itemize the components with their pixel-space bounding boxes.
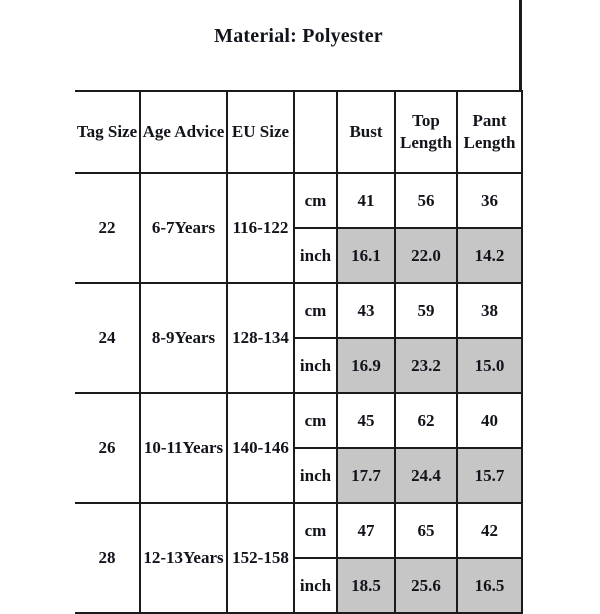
eu-size-cell: 116-122 (227, 173, 294, 283)
bust-cm-value: 43 (337, 283, 395, 338)
bust-inch-value: 16.1 (337, 228, 395, 283)
bust-inch-value: 16.9 (337, 338, 395, 393)
pant-length-cm-value: 36 (457, 173, 522, 228)
header-top-length: Top Length (395, 91, 457, 173)
top-length-cm-value: 65 (395, 503, 457, 558)
header-tag-size: Tag Size (75, 91, 140, 173)
unit-inch-label: inch (294, 228, 337, 283)
pant-length-inch-value: 15.0 (457, 338, 522, 393)
bust-cm-value: 41 (337, 173, 395, 228)
eu-size-cell: 128-134 (227, 283, 294, 393)
unit-cm-label: cm (294, 283, 337, 338)
header-eu-size: EU Size (227, 91, 294, 173)
unit-cm-label: cm (294, 503, 337, 558)
unit-cm-label: cm (294, 393, 337, 448)
group-26-cm-row (75, 393, 522, 448)
header-bust: Bust (337, 91, 395, 173)
age-advice-cell: 6-7Years (140, 173, 227, 283)
bust-cm-value: 45 (337, 393, 395, 448)
tag-size-cell: 22 (75, 173, 140, 283)
size-chart-table (75, 90, 523, 614)
group-28-cm-row (75, 503, 522, 558)
pant-length-cm-value: 40 (457, 393, 522, 448)
age-advice-cell: 8-9Years (140, 283, 227, 393)
eu-size-cell: 152-158 (227, 503, 294, 613)
pant-length-inch-value: 14.2 (457, 228, 522, 283)
pant-length-cm-value: 38 (457, 283, 522, 338)
top-length-cm-value: 59 (395, 283, 457, 338)
group-22-cm-row (75, 173, 522, 228)
top-length-cm-value: 56 (395, 173, 457, 228)
header-row (75, 91, 522, 173)
tag-size-cell: 28 (75, 503, 140, 613)
header-unit-empty (294, 91, 337, 173)
pant-length-cm-value: 42 (457, 503, 522, 558)
unit-inch-label: inch (294, 338, 337, 393)
unit-inch-label: inch (294, 558, 337, 613)
material-title: Material: Polyester (214, 25, 383, 47)
bust-inch-value: 17.7 (337, 448, 395, 503)
tag-size-cell: 24 (75, 283, 140, 393)
top-length-inch-value: 22.0 (395, 228, 457, 283)
top-length-cm-value: 62 (395, 393, 457, 448)
pant-length-inch-value: 16.5 (457, 558, 522, 613)
pant-length-inch-value: 15.7 (457, 448, 522, 503)
tag-size-cell: 26 (75, 393, 140, 503)
top-length-inch-value: 24.4 (395, 448, 457, 503)
top-length-inch-value: 25.6 (395, 558, 457, 613)
age-advice-cell: 10-11Years (140, 393, 227, 503)
top-length-inch-value: 23.2 (395, 338, 457, 393)
eu-size-cell: 140-146 (227, 393, 294, 503)
unit-cm-label: cm (294, 173, 337, 228)
group-24-cm-row (75, 283, 522, 338)
bust-cm-value: 47 (337, 503, 395, 558)
unit-inch-label: inch (294, 448, 337, 503)
age-advice-cell: 12-13Years (140, 503, 227, 613)
bust-inch-value: 18.5 (337, 558, 395, 613)
header-pant-length: Pant Length (457, 91, 522, 173)
header-age-advice: Age Advice (140, 91, 227, 173)
